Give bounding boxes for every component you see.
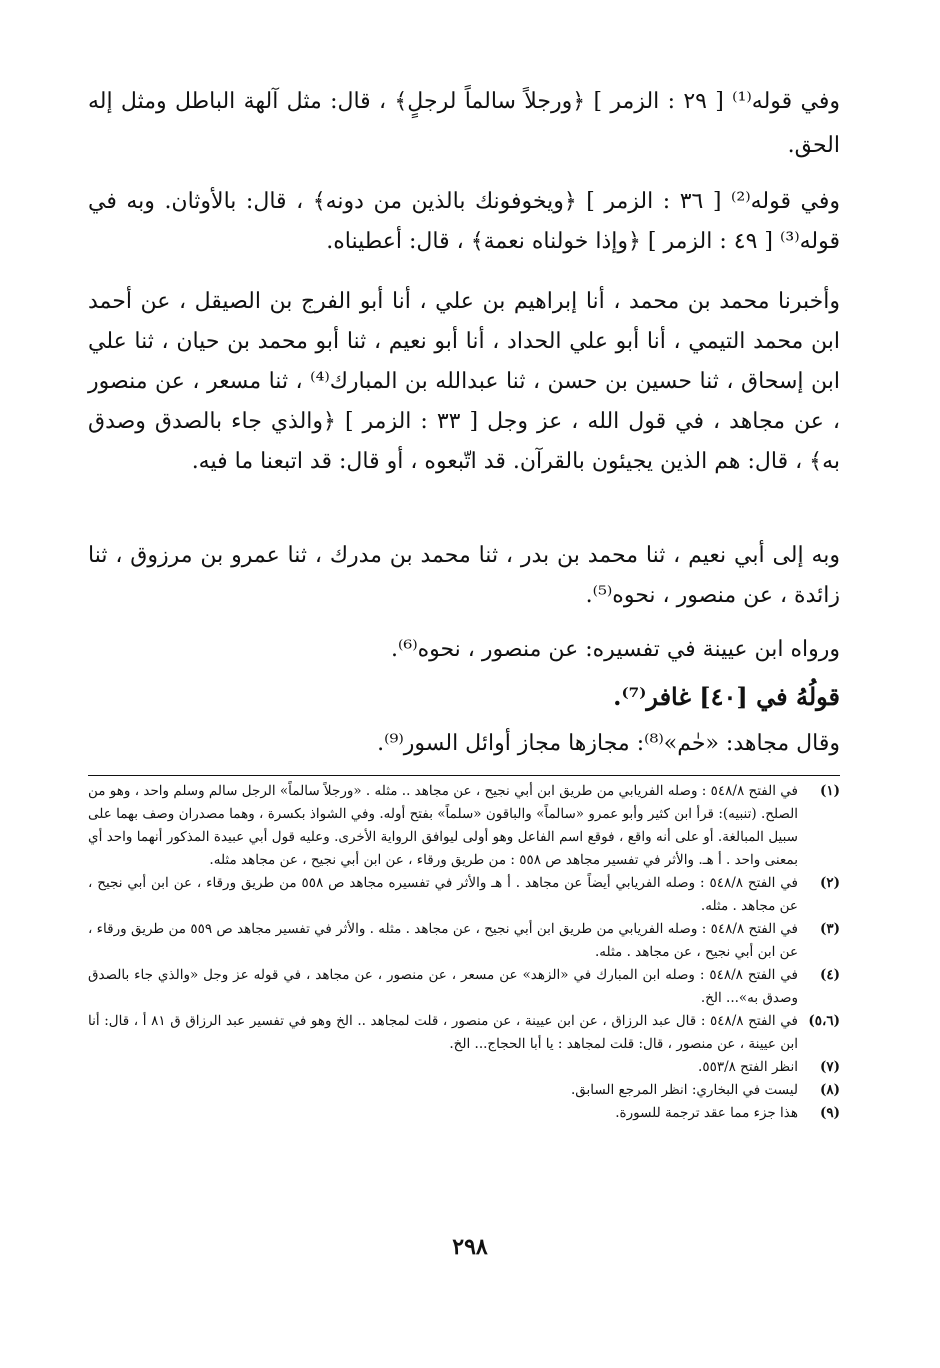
footnote-text: هذا جزء مما عقد ترجمة للسورة.	[615, 1105, 798, 1121]
footnote-text: في الفتح ٥٤٨/٨ : وصله الفريابي أيضاً عن مجاهد . أ هـ والأثر في تفسيره مجاهد ص ٥٥٨ من طريق ورقاء ، عن ابن أبي نجيح ، عن مجاهد . مثله.	[88, 875, 798, 914]
footnotes	[88, 780, 840, 1125]
footnote-number: (٨)	[819, 1082, 840, 1098]
footnote-4	[88, 964, 840, 1010]
paragraph-zumar-36-49: وفي قوله⁽²⁾ [ ٣٦ : الزمر ] ﴿ويخوفونك بالذين من دونه﴾ ، قال: بالأوثان. وبه في قوله⁽³⁾ [ ٤٩ : الزمر ] ﴿وإذا خولناه نعمة﴾ ، قال: أعطيناه.	[88, 189, 840, 254]
footnote-number: (٢)	[819, 875, 840, 891]
footnote-number: (٩)	[819, 1105, 840, 1121]
footnote-number: (٤)	[819, 967, 840, 983]
paragraph-abu-nuaym: وبه إلى أبي نعيم ، ثنا محمد بن بدر ، ثنا محمد بن مدرك ، ثنا عمرو بن مرزوق ، ثنا زائدة ، عن منصور ، نحوه⁽⁵⁾.	[88, 543, 840, 608]
footnote-2	[88, 872, 840, 918]
footnote-7	[88, 1056, 840, 1079]
footnote-5-6	[88, 1010, 840, 1056]
footnote-text: ليست في البخاري: انظر المرجع السابق.	[570, 1082, 798, 1098]
section-heading-ghafir: قولُهُ في [٤٠] غافر⁽⁷⁾.	[613, 682, 840, 711]
footnote-number: (٣)	[819, 921, 840, 937]
footnote-8	[88, 1079, 840, 1102]
footnote-1	[88, 780, 840, 872]
footnote-number: (٧)	[819, 1059, 840, 1075]
paragraph-mujahid-hamim: وقال مجاهد: «حٰم»⁽⁸⁾: مجازها مجاز أوائل السور⁽⁹⁾.	[377, 731, 840, 756]
page-number: ٢٩٨	[452, 1234, 488, 1260]
footnote-text: في الفتح ٥٤٨/٨ : وصله الفريابي من طريق ابن أبي نجيح ، عن مجاهد .. مثله . «ورجلاً سالماً» الرجل سالم وسلم واحد ، وهو من الصلح. (تنبيه): قرأ ابن كثير وأبو عمرو «سالماً» والباقون «سلماً» بفتح أوله. وفي الشواذ بكسرة ، وهما مصدران وصف بهما على سبيل المبالغة. أو على أنه واقع ، فوقع اسم الفاعل وهو أولى ليوافق الرواية الأخرى. وعليه قول أبي عبيدة المذكور أنهما واحد أي بمعنى واحد . أ هـ. والأثر في تفسير مجاهد ص ٥٥٨ : من طريق ورقاء ، عن ابن أبي نجيح ، عن مجاهد مثله.	[88, 783, 798, 868]
footnote-text: انظر الفتح ٥٥٣/٨.	[698, 1059, 798, 1075]
footnote-number: (٥،٦)	[808, 1013, 840, 1029]
footnote-text: في الفتح ٥٤٨/٨ : قال عبد الرزاق ، عن ابن عيينة ، عن منصور ، قلت لمجاهد .. الخ وهو في تفسير عبد الرزاق ق ٨١ أ ، قال: أنا ابن عيينة ، عن منصور ، قال: قلت لمجاهد : يا أبا الحجاج... الخ.	[88, 1013, 798, 1052]
footnote-text: في الفتح ٥٤٨/٨ : وصله الفريابي من طريق ابن أبي نجيح ، عن مجاهد . مثله . والأثر في تفسير مجاهد ص ٥٥٩ من طريق ورقاء ، عن ابن أبي نجيح ، عن مجاهد . مثله.	[88, 921, 798, 960]
paragraph-isnad-zumar-33: وأخبرنا محمد بن محمد ، أنا إبراهيم بن علي ، أنا أبو الفرج بن الصيقل ، عن أحمد ابن محمد التيمي ، أنا أبو علي الحداد ، أنا أبو نعيم ، ثنا أبو محمد بن حيان ، ثنا علي ابن إسحاق ، ثنا حسين بن حسن ، ثنا عبدالله بن المبارك⁽⁴⁾ ، ثنا مسعر ، عن منصور ، عن مجاهد ، في قول الله ، عز وجل [ ٣٣ : الزمر ] ﴿والذي جاء بالصدق وصدق به﴾ ، قال: هم الذين يجيئون بالقرآن. قد اتّبعوه ، أو قال: قد اتبعنا ما فيه.	[88, 289, 841, 474]
footnote-number: (١)	[819, 783, 840, 799]
footnote-divider	[88, 775, 840, 776]
footnote-9	[88, 1102, 840, 1125]
footnote-text: في الفتح ٥٤٨/٨ : وصله ابن المبارك في «الزهد» عن مسعر ، عن منصور ، عن مجاهد ، في قوله عز وجل «والذي جاء بالصدق وصدق به»... الخ.	[88, 967, 798, 1006]
paragraph-zumar-29: وفي قوله⁽¹⁾ [ ٢٩ : الزمر ] ﴿ورجلاً سالماً لرجلٍ﴾ ، قال: مثل آلهة الباطل ومثل إله الحق.	[88, 89, 840, 158]
paragraph-ibn-uyayna: ورواه ابن عيينة في تفسيره: عن منصور ، نحوه⁽⁶⁾.	[390, 637, 840, 662]
footnote-3	[88, 918, 840, 964]
